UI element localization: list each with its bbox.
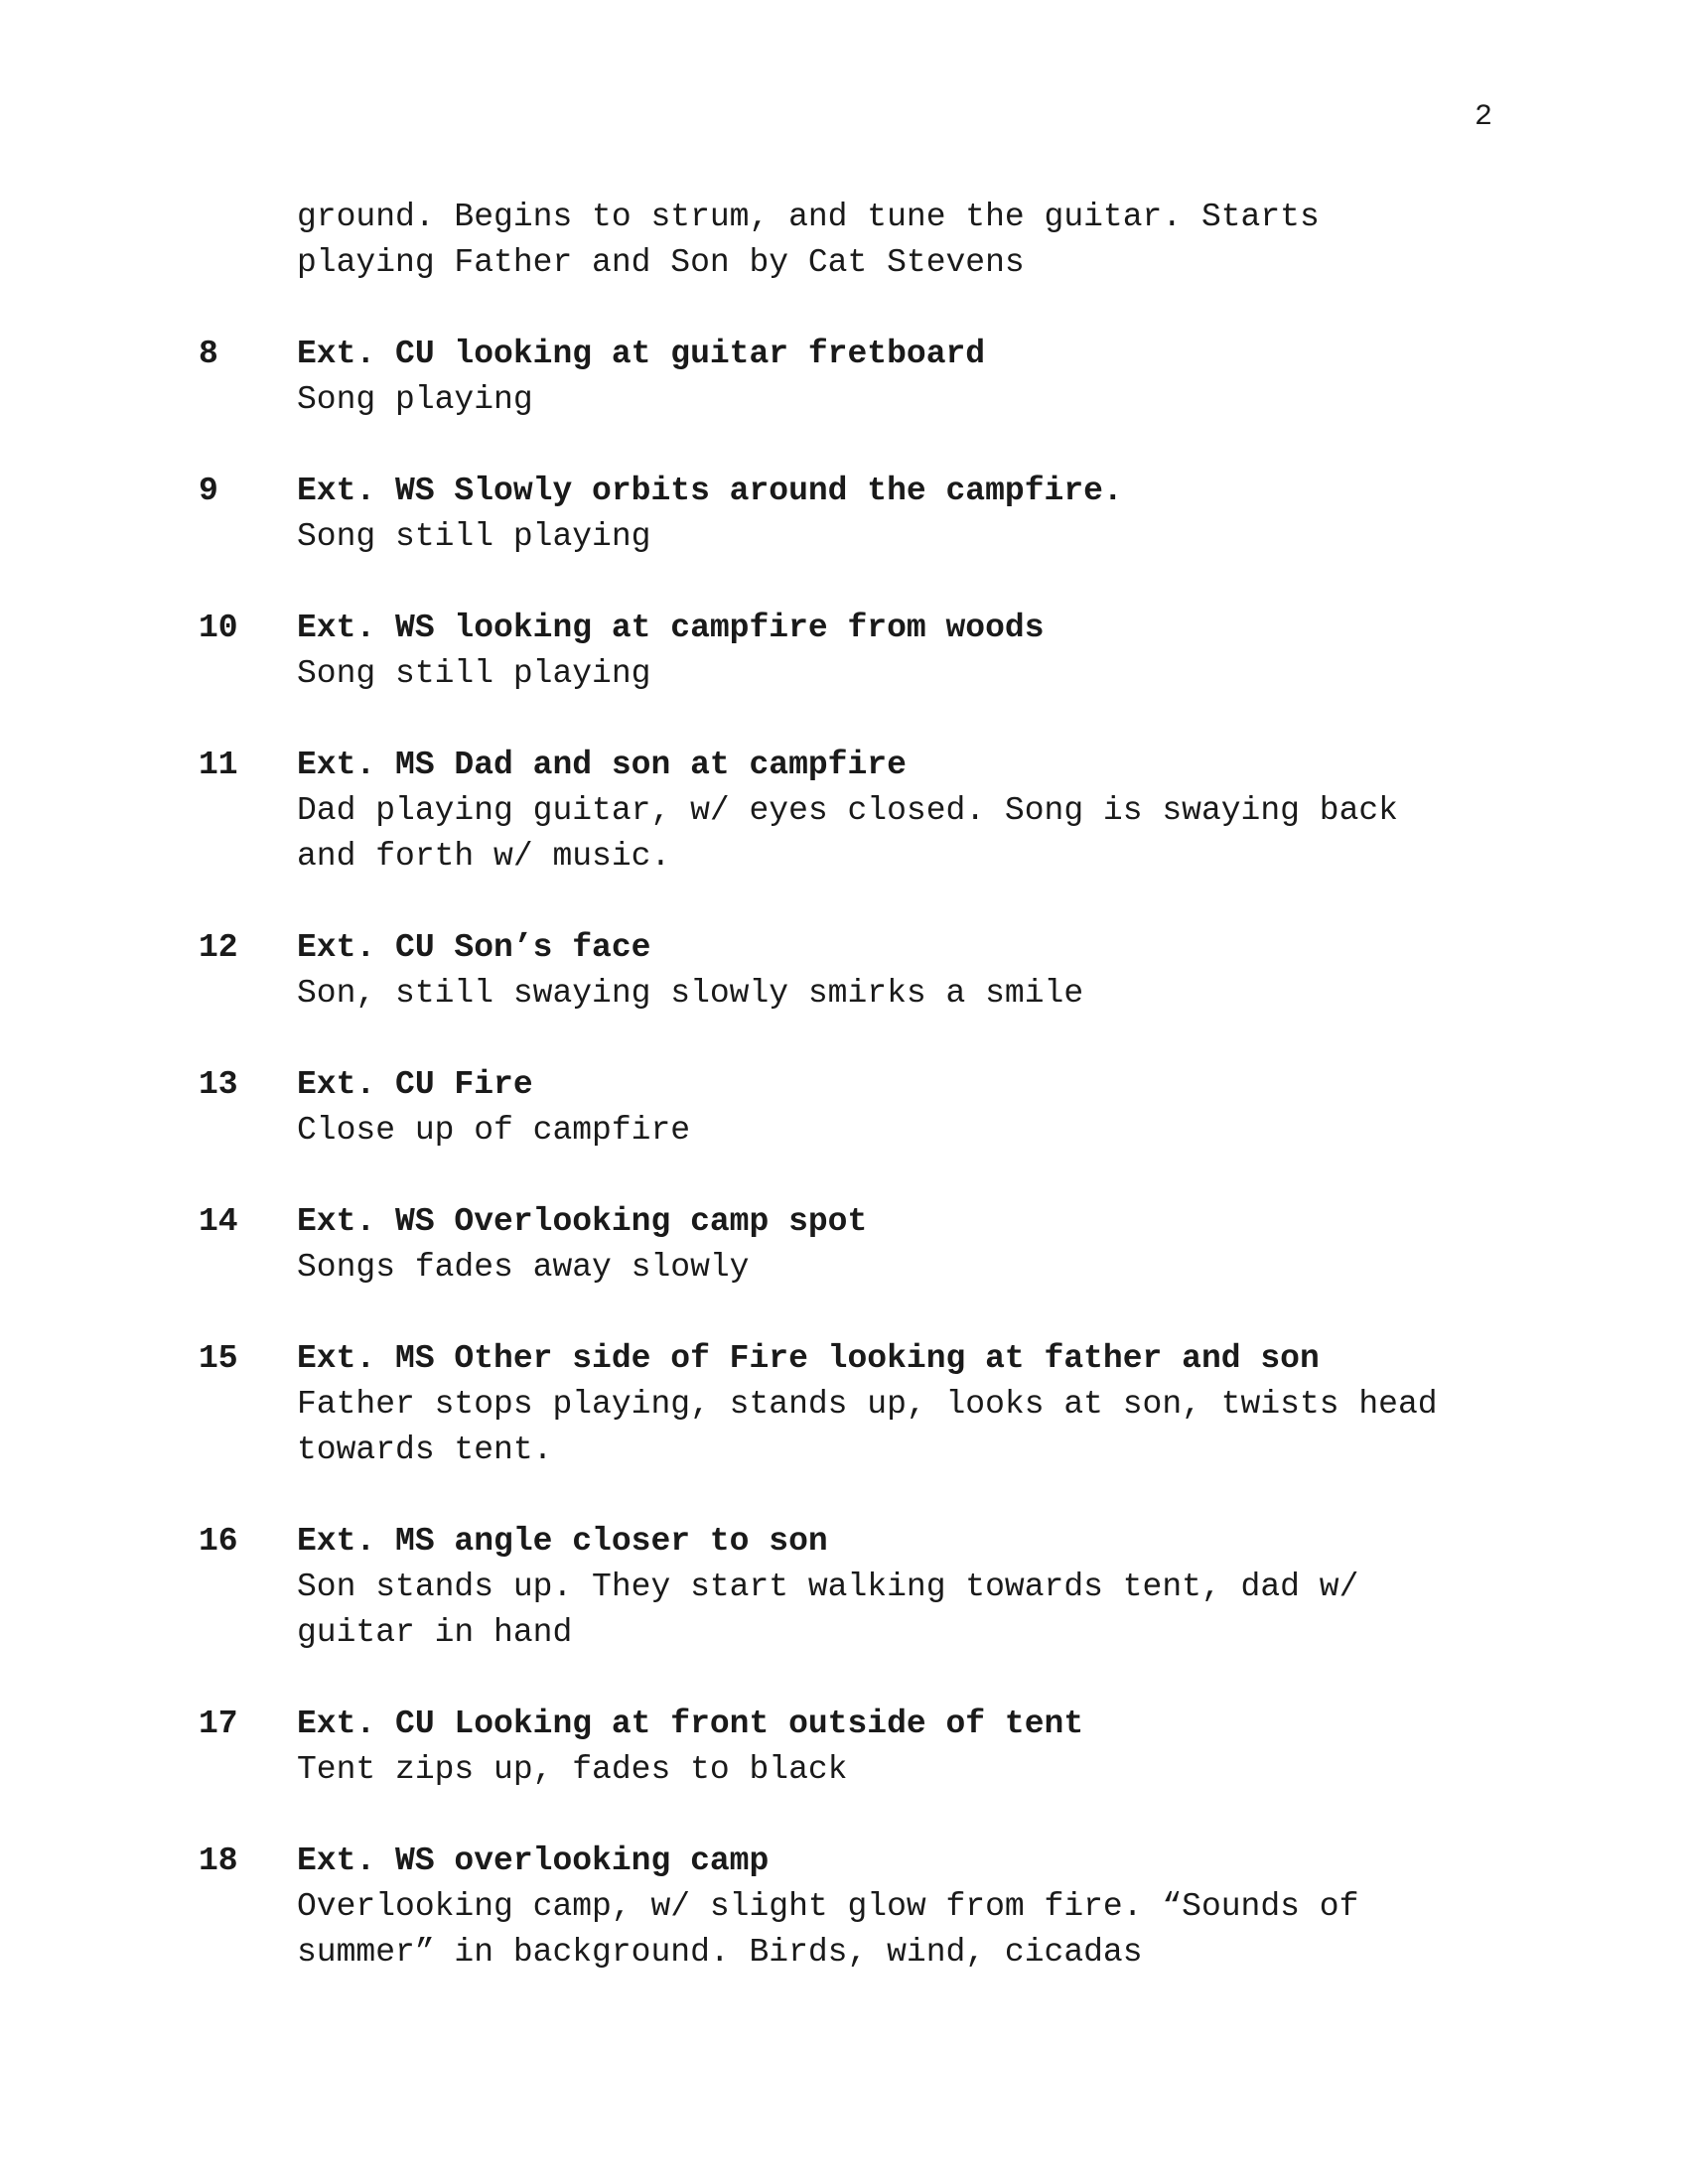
shot-heading: Ext. CU looking at guitar fretboard (297, 336, 986, 372)
shot-description: Dad playing guitar, w/ eyes closed. Song is swaying back (297, 792, 1398, 829)
shot-number: 17 (199, 1706, 238, 1742)
shot-description: guitar in hand (297, 1614, 573, 1651)
shot-11 (199, 743, 1509, 880)
shot-number: 13 (199, 1066, 238, 1103)
shot-heading: Ext. MS Other side of Fire looking at father and son (297, 1340, 1320, 1377)
shot-description: Song playing (297, 381, 533, 418)
shot-description: Song still playing (297, 518, 651, 555)
shot-number: 10 (199, 610, 238, 646)
shot-number: 14 (199, 1203, 238, 1240)
shot-10 (199, 606, 1509, 697)
shot-body (297, 1336, 1509, 1473)
shot-8 (199, 332, 1509, 423)
shot-heading: Ext. WS looking at campfire from woods (297, 610, 1045, 646)
shot-17 (199, 1702, 1509, 1793)
shot-number: 16 (199, 1523, 238, 1560)
shot-body (297, 743, 1509, 880)
shot-number: 18 (199, 1843, 238, 1879)
shot-body (297, 1702, 1509, 1793)
shot-heading: Ext. WS Slowly orbits around the campfire. (297, 473, 1123, 509)
shot-number: 8 (199, 336, 218, 372)
shot-14 (199, 1199, 1509, 1291)
shot-heading: Ext. CU Son’s face (297, 929, 651, 966)
shot-heading: Ext. CU Fire (297, 1066, 533, 1103)
shot-heading: Ext. WS overlooking camp (297, 1843, 770, 1879)
shot-description: Close up of campfire (297, 1112, 691, 1149)
shot-description: summer” in background. Birds, wind, cicadas (297, 1934, 1143, 1971)
continuation-line: playing Father and Son by Cat Stevens (297, 244, 1025, 281)
shot-description: Father stops playing, stands up, looks at son, twists head (297, 1386, 1438, 1423)
shot-12 (199, 925, 1509, 1017)
shot-body (297, 1062, 1509, 1154)
shot-body (297, 469, 1509, 560)
shot-18 (199, 1839, 1509, 1976)
page-number: 2 (1474, 100, 1492, 134)
shot-description: Song still playing (297, 655, 651, 692)
shot-description: Tent zips up, fades to black (297, 1751, 848, 1788)
shot-13 (199, 1062, 1509, 1154)
shot-body (297, 925, 1509, 1017)
shot-15 (199, 1336, 1509, 1473)
shot-16 (199, 1519, 1509, 1656)
shot-description: and forth w/ music. (297, 838, 671, 875)
shot-heading: Ext. MS Dad and son at campfire (297, 747, 907, 783)
shot-description: Overlooking camp, w/ slight glow from fire. “Sounds of (297, 1888, 1359, 1925)
shot-heading: Ext. WS Overlooking camp spot (297, 1203, 868, 1240)
shot-number: 11 (199, 747, 238, 783)
shot-number: 9 (199, 473, 218, 509)
shot-description: Son, still swaying slowly smirks a smile (297, 975, 1084, 1012)
script-content (199, 195, 1509, 1976)
shot-description: towards tent. (297, 1432, 553, 1468)
continuation-text (297, 195, 1509, 286)
shot-body (297, 1519, 1509, 1656)
shot-description: Son stands up. They start walking towards tent, dad w/ (297, 1569, 1359, 1605)
shot-heading: Ext. MS angle closer to son (297, 1523, 828, 1560)
shot-heading: Ext. CU Looking at front outside of tent (297, 1706, 1084, 1742)
shot-9 (199, 469, 1509, 560)
continuation-line: ground. Begins to strum, and tune the guitar. Starts (297, 199, 1320, 235)
shot-number: 12 (199, 929, 238, 966)
shot-number: 15 (199, 1340, 238, 1377)
shot-body (297, 332, 1509, 423)
shot-body (297, 1199, 1509, 1291)
shot-body (297, 1839, 1509, 1976)
shot-body (297, 606, 1509, 697)
shot-description: Songs fades away slowly (297, 1249, 750, 1286)
